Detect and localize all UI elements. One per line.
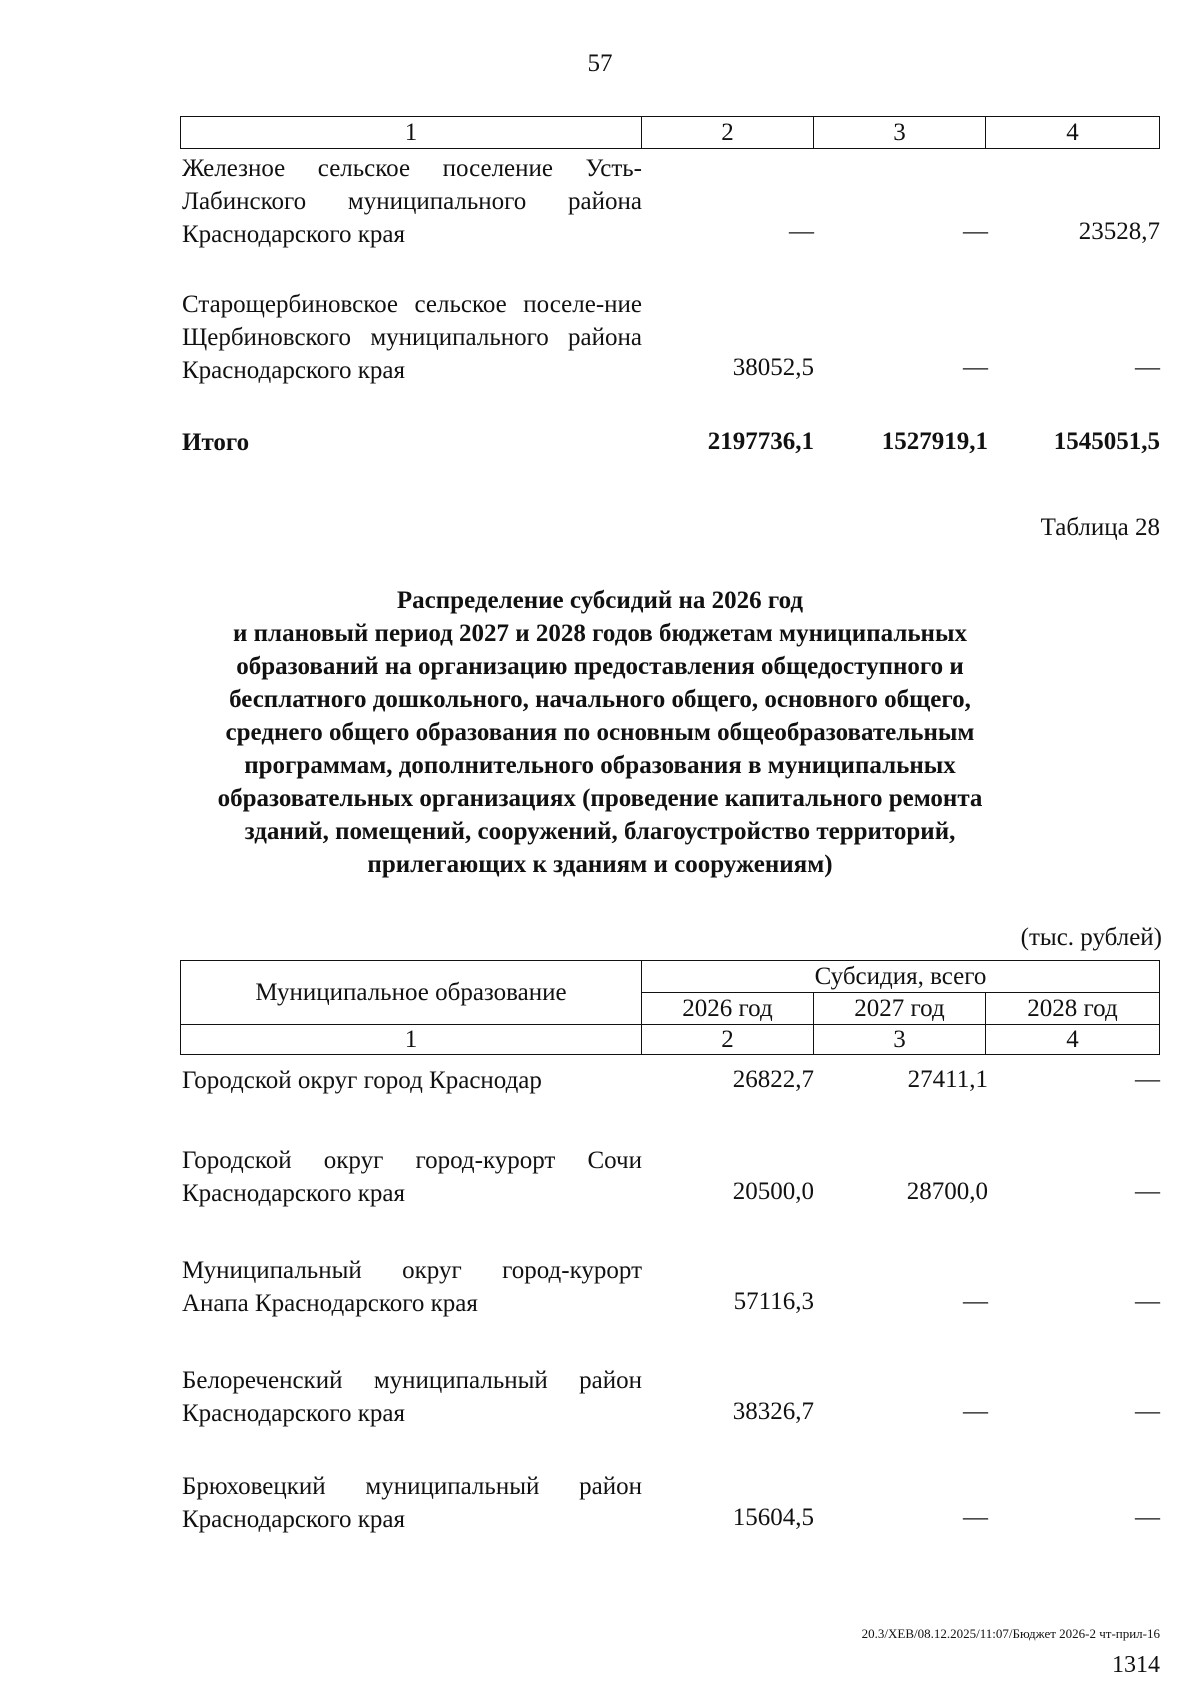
title-line: образовательных организациях (проведение капитального ремонта bbox=[217, 785, 983, 812]
title-line: и плановый период 2027 и 2028 годов бюджетам муниципальных bbox=[233, 620, 967, 647]
column-number-4: 4 bbox=[986, 1025, 1160, 1055]
row-value-2028: — bbox=[1135, 1288, 1160, 1315]
row-name: Муниципальный округ город-курорт Анапа Краснодарского края bbox=[182, 1257, 642, 1317]
title-line: зданий, помещений, сооружений, благоустройство территорий, bbox=[244, 818, 956, 845]
row-value-2028: — bbox=[1135, 354, 1160, 381]
footer-code: 20.3/ХЕВ/08.12.2025/11:07/Бюджет 2026-2 чт-прил-16 bbox=[861, 1626, 1160, 1641]
row-name: Старощербиновское сельское поселе-ние Щербиновского муниципального района Краснодарского края bbox=[182, 291, 642, 384]
row-value-2026: 38052,5 bbox=[732, 354, 814, 381]
row-value-2027: 28700,0 bbox=[906, 1178, 988, 1205]
title-line: образований на организацию предоставления общедоступного и bbox=[236, 653, 964, 680]
page-number: 57 bbox=[587, 50, 613, 77]
top-table-header bbox=[180, 116, 1160, 149]
row-name: Городской округ город Краснодар bbox=[182, 1067, 542, 1094]
table28-header bbox=[180, 960, 1160, 1055]
subsidy-column-header: Субсидия, всего bbox=[642, 961, 1160, 993]
column-number-1: 1 bbox=[181, 117, 642, 149]
row-value-2027: — bbox=[963, 1504, 988, 1531]
row-value-2026: 20500,0 bbox=[732, 1178, 814, 1205]
row-value-2028: — bbox=[1135, 1504, 1160, 1531]
title-line: программам, дополнительного образования в муниципальных bbox=[244, 752, 956, 779]
row-value-2026: 38326,7 bbox=[732, 1398, 814, 1425]
total-label: Итого bbox=[182, 429, 250, 456]
row-value-2027: — bbox=[963, 1398, 988, 1425]
row-name: Городской округ город-курорт Сочи Краснодарского края bbox=[182, 1147, 642, 1207]
row-name: Белореченский муниципальный район Краснодарского края bbox=[182, 1367, 642, 1427]
row-value-2028: — bbox=[1135, 1398, 1160, 1425]
title-line: Распределение субсидий на 2026 год bbox=[396, 587, 804, 614]
row-value-2026: 26822,7 bbox=[732, 1066, 814, 1093]
total-value-2027: 1527919,1 bbox=[881, 428, 988, 455]
column-number-2: 2 bbox=[642, 1025, 814, 1055]
row-value-2026: 15604,5 bbox=[732, 1504, 814, 1531]
sheet-number: 1314 bbox=[1112, 1652, 1160, 1678]
total-value-2026: 2197736,1 bbox=[707, 428, 814, 455]
row-name: Железное сельское поселение Усть-Лабинского муниципального района Краснодарского края bbox=[182, 155, 642, 248]
row-value-2026: — bbox=[789, 218, 814, 245]
row-value-2027: 27411,1 bbox=[907, 1066, 988, 1093]
total-value-2028: 1545051,5 bbox=[1053, 428, 1160, 455]
row-name: Брюховецкий муниципальный район Краснодарского края bbox=[182, 1473, 642, 1533]
title-line: среднего общего образования по основным общеобразовательным bbox=[225, 719, 975, 746]
table-number: Таблица 28 bbox=[1040, 514, 1160, 541]
column-number-2: 2 bbox=[642, 117, 814, 149]
column-number-1: 1 bbox=[181, 1025, 642, 1055]
row-value-2028: — bbox=[1135, 1066, 1160, 1093]
table-title bbox=[0, 584, 1200, 881]
column-number-4: 4 bbox=[986, 117, 1160, 149]
year-2026-header: 2026 год bbox=[642, 993, 814, 1025]
row-value-2027: — bbox=[963, 218, 988, 245]
column-number-3: 3 bbox=[814, 117, 986, 149]
row-value-2028: 23528,7 bbox=[1078, 218, 1160, 245]
unit-label: (тыс. рублей) bbox=[1020, 924, 1162, 951]
title-line: прилегающих к зданиям и сооружениям) bbox=[367, 851, 833, 878]
municipality-column-header: Муниципальное образование bbox=[181, 961, 642, 1025]
row-value-2027: — bbox=[963, 354, 988, 381]
year-2027-header: 2027 год bbox=[814, 993, 986, 1025]
column-number-3: 3 bbox=[814, 1025, 986, 1055]
row-value-2027: — bbox=[963, 1288, 988, 1315]
title-line: бесплатного дошкольного, начального общего, основного общего, bbox=[229, 686, 971, 713]
row-value-2026: 57116,3 bbox=[733, 1288, 814, 1315]
year-2028-header: 2028 год bbox=[986, 993, 1160, 1025]
row-value-2028: — bbox=[1135, 1178, 1160, 1205]
